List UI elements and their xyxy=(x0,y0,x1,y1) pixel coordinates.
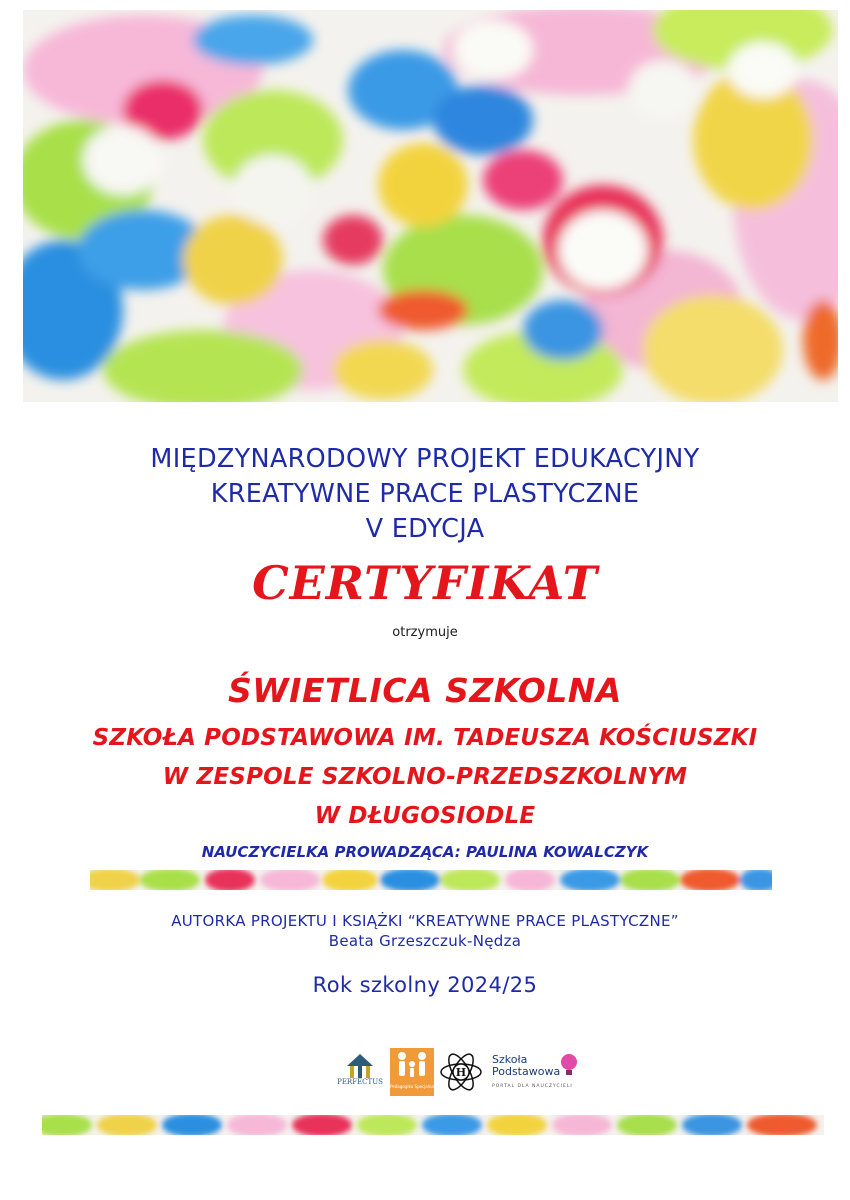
szkola-logo-line1: Szkoła xyxy=(492,1053,528,1066)
hero-painting xyxy=(23,10,838,402)
perfectus-house-icon xyxy=(335,1048,385,1098)
recipient-name: ŚWIETLICA SZKOLNA xyxy=(228,671,622,710)
author-name: Beata Grzeszczuk-Nędza xyxy=(328,932,522,950)
perfectus-name: PERFECTUS xyxy=(337,1078,383,1086)
szkola-podstawowa-logo xyxy=(490,1048,585,1096)
h-atom-logo xyxy=(439,1048,483,1096)
decorative-strip-middle xyxy=(90,870,772,890)
certificate-title: CERTYFIKAT xyxy=(252,556,598,610)
project-title-line1: MIĘDZYNARODOWY PROJEKT EDUKACYJNY xyxy=(150,444,700,474)
strip-art-bottom xyxy=(42,1115,824,1135)
szkola-logo-tagline: PORTAL DLA NAUCZYCIELI xyxy=(492,1084,573,1089)
school-name-line2: W ZESPOLE SZKOLNO-PRZEDSZKOLNYM xyxy=(162,764,688,790)
pedagogika-logo xyxy=(390,1048,434,1096)
school-name-line3: W DŁUGOSIODLE xyxy=(314,803,536,829)
author-label: AUTORKA PROJEKTU I KSIĄŻKI “KREATYWNE PRACE PLASTYCZNE” xyxy=(171,912,679,930)
school-name-line1: SZKOŁA PODSTAWOWA IM. TADEUSZA KOŚCIUSZKI xyxy=(92,725,758,751)
edition-label: V EDYCJA xyxy=(365,514,485,544)
perfectus-logo xyxy=(335,1048,385,1098)
painting-art xyxy=(23,10,838,402)
school-year: Rok szkolny 2024/25 xyxy=(312,973,538,997)
project-title-line2: KREATYWNE PRACE PLASTYCZNE xyxy=(210,479,640,509)
teacher-line: NAUCZYCIELKA PROWADZĄCA: PAULINA KOWALCZYK xyxy=(201,843,649,861)
certificate-subtitle: otrzymuje xyxy=(392,625,458,640)
decorative-strip-bottom xyxy=(42,1115,824,1135)
partner-logos xyxy=(335,1048,585,1100)
lightbulb-icon xyxy=(558,1052,580,1078)
pedagogika-name: Pedagogika Specjalna xyxy=(390,1084,434,1089)
svg-text:H: H xyxy=(455,1066,467,1079)
szkola-logo-line2: Podstawowa xyxy=(492,1065,561,1078)
atom-icon xyxy=(439,1048,483,1096)
family-icon xyxy=(390,1048,434,1084)
strip-art-middle xyxy=(90,870,772,890)
